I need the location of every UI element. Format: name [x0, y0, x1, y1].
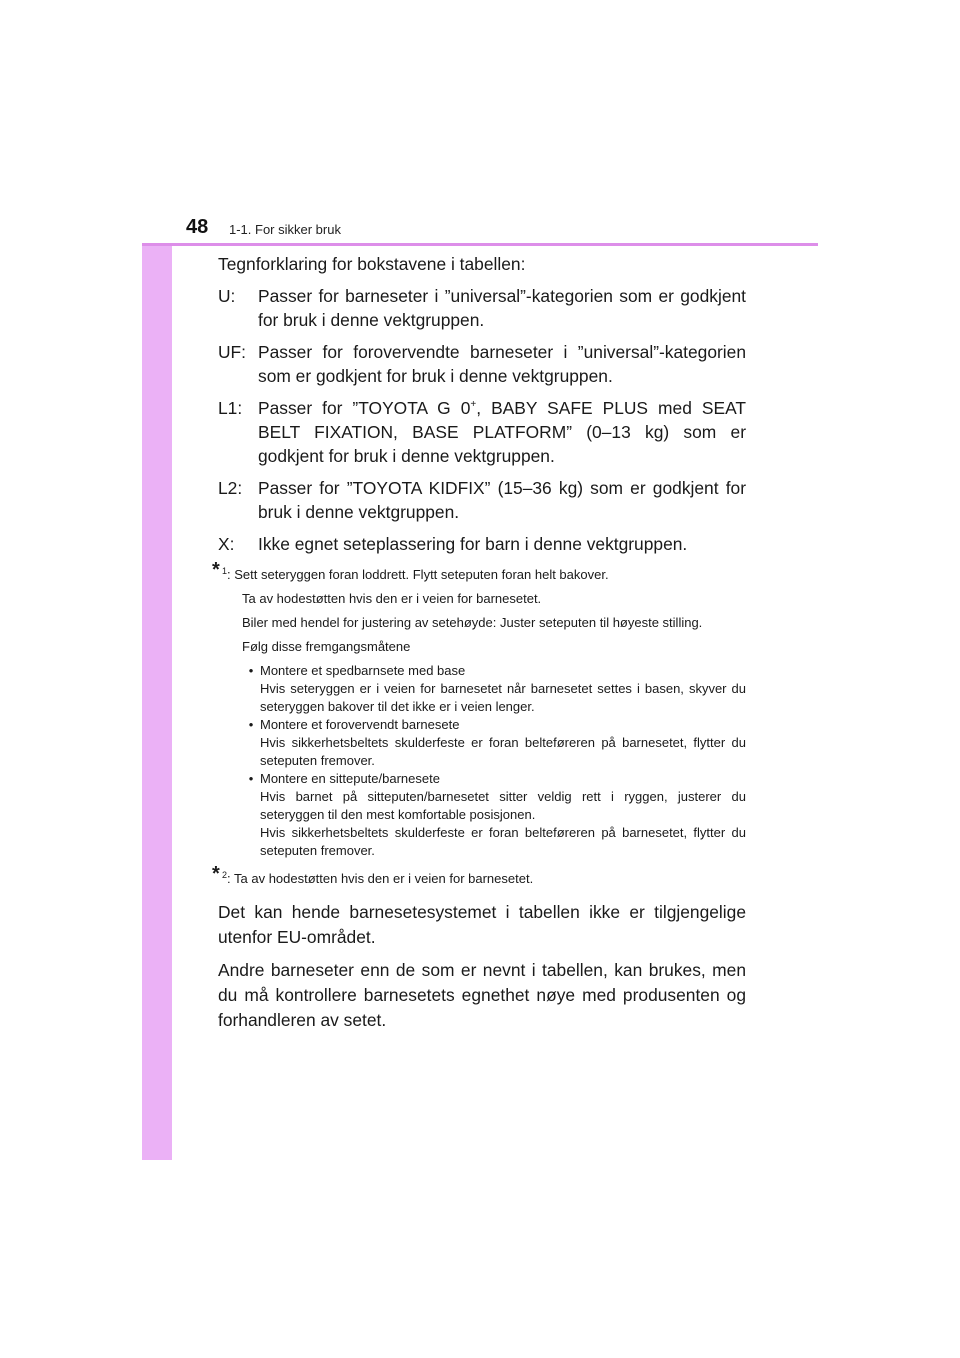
- list-item-title: Montere et forovervendt barnesete: [260, 717, 460, 732]
- list-item: [242, 770, 746, 860]
- list-item-desc: Hvis barnet på sitteputen/barnesetet sitter veldig rett i ryggen, justerer du seteryggen til den mest komfortable posisjonen.: [260, 789, 746, 822]
- list-item: [242, 662, 746, 716]
- legend-key: UF:: [218, 342, 247, 362]
- footnote-number: 2: [222, 869, 228, 880]
- list-item-desc: Hvis sikkerhetsbeltets skulderfeste er foran belteføreren på barnesetet, flytter du seteputen fremover.: [260, 735, 746, 768]
- footnote-marker: *: [212, 559, 220, 581]
- footnote-number: 1: [222, 565, 228, 576]
- legend-item-l1: [218, 396, 746, 468]
- closing-paragraph: Det kan hende barnesetesystemet i tabellen ikke er tilgjengelige utenfor EU-området.: [218, 902, 746, 947]
- legend-item-l2: [218, 476, 746, 524]
- footnote-title: : Ta av hodestøtten hvis den er i veien for barnesetet.: [227, 871, 534, 886]
- legend-text-start: Passer for ”TOYOTA G 0: [258, 398, 471, 418]
- bullet-icon: •: [248, 663, 254, 678]
- legend-item-uf: [218, 340, 746, 388]
- page-number: 48: [186, 216, 209, 238]
- legend-item-x: [218, 532, 746, 556]
- list-item-title: Montere en sittepute/barnesete: [260, 771, 440, 786]
- legend-text: Ikke egnet seteplassering for barn i denne vektgruppen.: [258, 534, 688, 554]
- legend-key: X:: [218, 534, 235, 554]
- list-item-desc: Hvis seteryggen er i veien for barnesetet når barnesetet settes i basen, skyver du seteryggen bakover til det ikke er i veien lenger.: [260, 681, 746, 714]
- footnote-paragraph: Biler med hendel for justering av setehøyde: Juster seteputen til høyeste stilling.: [242, 615, 703, 630]
- closing-paragraph: Andre barneseter enn de som er nevnt i tabellen, kan brukes, men du må kontrollere barnesetets egnethet nøye med produsenten og forhandleren av setet.: [218, 960, 746, 1030]
- footnote-title: : Sett seteryggen foran loddrett. Flytt seteputen foran helt bakover.: [227, 567, 609, 582]
- legend-text-end: , BABY SAFE PLUS med SEAT BELT FIXATION, BASE PLATFORM” (0–13 kg) som er godkjent for bruk i denne vektgruppen.: [258, 398, 747, 466]
- page-content: [212, 252, 747, 1033]
- footnote-1-heading: [212, 559, 746, 584]
- list-item-title: Montere et spedbarnsete med base: [260, 663, 466, 678]
- legend-key: L2:: [218, 478, 243, 498]
- footnote-paragraph: Følg disse fremgangsmåtene: [242, 639, 411, 654]
- legend-item-u: [218, 284, 746, 332]
- legend-text: [258, 396, 746, 468]
- legend-text: Passer for forovervendte barneseter i ”universal”-kategorien som er godkjent for bruk i denne vektgruppen.: [258, 342, 746, 386]
- bullet-icon: •: [248, 771, 254, 786]
- legend-text: Passer for ”TOYOTA KIDFIX” (15–36 kg) som er godkjent for bruk i denne vektgruppen.: [258, 478, 746, 522]
- list-item: [242, 716, 746, 770]
- header-divider: [142, 243, 818, 246]
- bullet-icon: •: [248, 717, 254, 732]
- legend-key: L1:: [218, 398, 243, 418]
- list-item-desc: Hvis sikkerhetsbeltets skulderfeste er foran belteføreren på barnesetet, flytter du seteputen fremover.: [260, 825, 746, 858]
- footnote-marker: *: [212, 863, 220, 885]
- superscript-plus: +: [470, 399, 477, 411]
- footnote-paragraph: Ta av hodestøtten hvis den er i veien for barnesetet.: [242, 591, 542, 606]
- procedure-list: [218, 662, 746, 860]
- legend-intro: Tegnforklaring for bokstavene i tabellen:: [218, 254, 526, 274]
- legend-key: U:: [218, 286, 236, 306]
- section-title: 1-1. For sikker bruk: [229, 222, 341, 237]
- side-tab-band: [142, 196, 172, 1160]
- legend-text: Passer for barneseter i ”universal”-kategorien som er godkjent for bruk i denne vektgruppen.: [258, 286, 746, 330]
- footnote-2-heading: [212, 863, 746, 888]
